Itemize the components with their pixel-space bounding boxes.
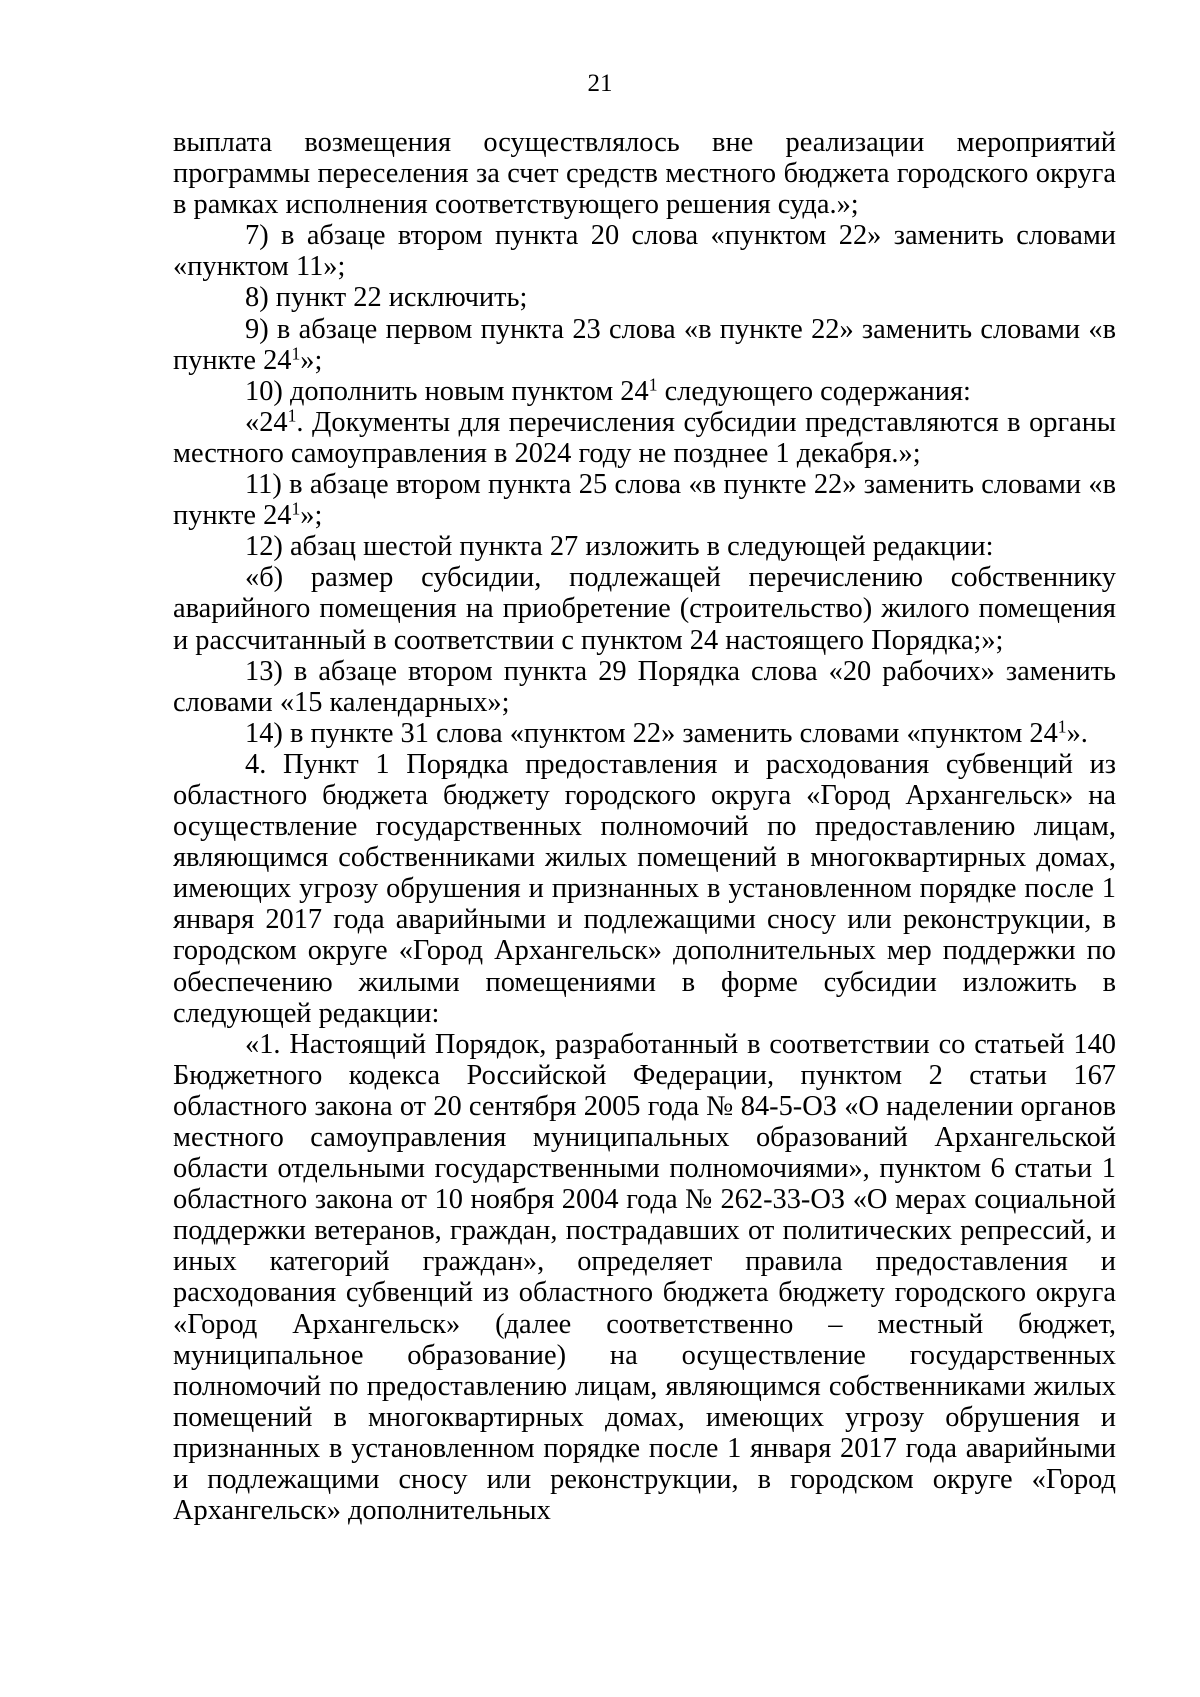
paragraph xyxy=(173,718,1116,749)
paragraph: 12) абзац шестой пункта 27 изложить в следующей редакции: xyxy=(245,531,994,563)
paragraph: «1. Настоящий Порядок, разработанный в соответствии со статьей 140 Бюджетного кодекса Российской Федерации, пунктом 2 статьи 167 областного закона от 20 сентября 2005 года № 84-5-ОЗ «О наделении органов местного самоуправления муниципальных образований Архангельской области отдельными государственными полномочиями», пунктом 6 статьи 1 областного закона от 10 ноября 2004 года № 262-33-ОЗ «О мерах социальной поддержки ветеранов, граждан, пострадавших от политических репрессий, и иных категорий граждан», определяет правила предоставления и расходования субвенций из областного бюджета бюджету городского округа «Город Архангельск» (далее соответственно – местный бюджет, муниципальное образование) на осуществление государственных полномочий по предоставлению лицам, являющимся собственниками жилых помещений в многоквартирных домах, имеющих угрозу обрушения и признанных в установленном порядке после 1 января 2017 года аварийными и подлежащими сносу или реконструкции, в городском округе «Город Архангельск» дополнительных xyxy=(173,1028,1116,1527)
superscript: 1 xyxy=(291,342,301,363)
paragraph xyxy=(173,314,1116,376)
text-run: «24 xyxy=(245,406,288,438)
text-run: »; xyxy=(300,344,323,376)
text-run: 9) в абзаце первом пункта 23 слова «в пункте 22» заменить словами «в пункте 24 xyxy=(173,313,1116,376)
text-run: »; xyxy=(300,500,323,532)
text-run: 10) дополнить новым пунктом 24 xyxy=(245,375,649,407)
text-run: ». xyxy=(1066,717,1088,749)
paragraph: выплата возмещения осуществлялось вне реализации мероприятий программы переселения за счет средств местного бюджета городского округа в рамках исполнения соответствующего решения суда.»; xyxy=(173,127,1116,221)
paragraph: 8) пункт 22 исключить; xyxy=(245,282,528,314)
superscript: 1 xyxy=(648,374,658,395)
paragraph: 13) в абзаце втором пункта 29 Порядка слова «20 рабочих» заменить словами «15 календарных»; xyxy=(173,655,1116,718)
text-run: 14) в пункте 31 слова «пунктом 22» заменить словами «пунктом 24 xyxy=(245,717,1058,749)
text-run: . Документы для перечисления субсидии представляются в органы местного самоуправления в 2024 году не позднее 1 декабря.»; xyxy=(173,406,1116,469)
superscript: 1 xyxy=(291,498,301,519)
text-run: 11) в абзаце втором пункта 25 слова «в пункте 22» заменить словами «в пункте 24 xyxy=(173,469,1116,532)
paragraph: 7) в абзаце втором пункта 20 слова «пунктом 22» заменить словами «пунктом 11»; xyxy=(173,220,1116,283)
superscript: 1 xyxy=(1057,716,1067,737)
text-run: следующего содержания: xyxy=(657,375,971,407)
page-number: 21 xyxy=(587,70,613,97)
superscript: 1 xyxy=(287,405,297,426)
paragraph xyxy=(173,407,1116,469)
paragraph xyxy=(173,469,1116,531)
paragraph: «б) размер субсидии, подлежащей перечислению собственнику аварийного помещения на приобретение (строительство) жилого помещения и рассчитанный в соответствии с пунктом 24 настоящего Порядка;»; xyxy=(173,562,1116,656)
document-body xyxy=(173,127,1116,1526)
paragraph: 4. Пункт 1 Порядка предоставления и расходования субвенций из областного бюджета бюджету городского округа «Город Архангельск» на осуществление государственных полномочий по предоставлению лицам, являющимся собственниками жилых помещений в многоквартирных домах, имеющих угрозу обрушения и признанных в установленном порядке после 1 января 2017 года аварийными и подлежащими сносу или реконструкции, в городском округе «Город Архангельск» дополнительных мер поддержки по обеспечению жилыми помещениями в форме субсидии изложить в следующей редакции: xyxy=(173,748,1116,1029)
paragraph xyxy=(173,376,1116,407)
